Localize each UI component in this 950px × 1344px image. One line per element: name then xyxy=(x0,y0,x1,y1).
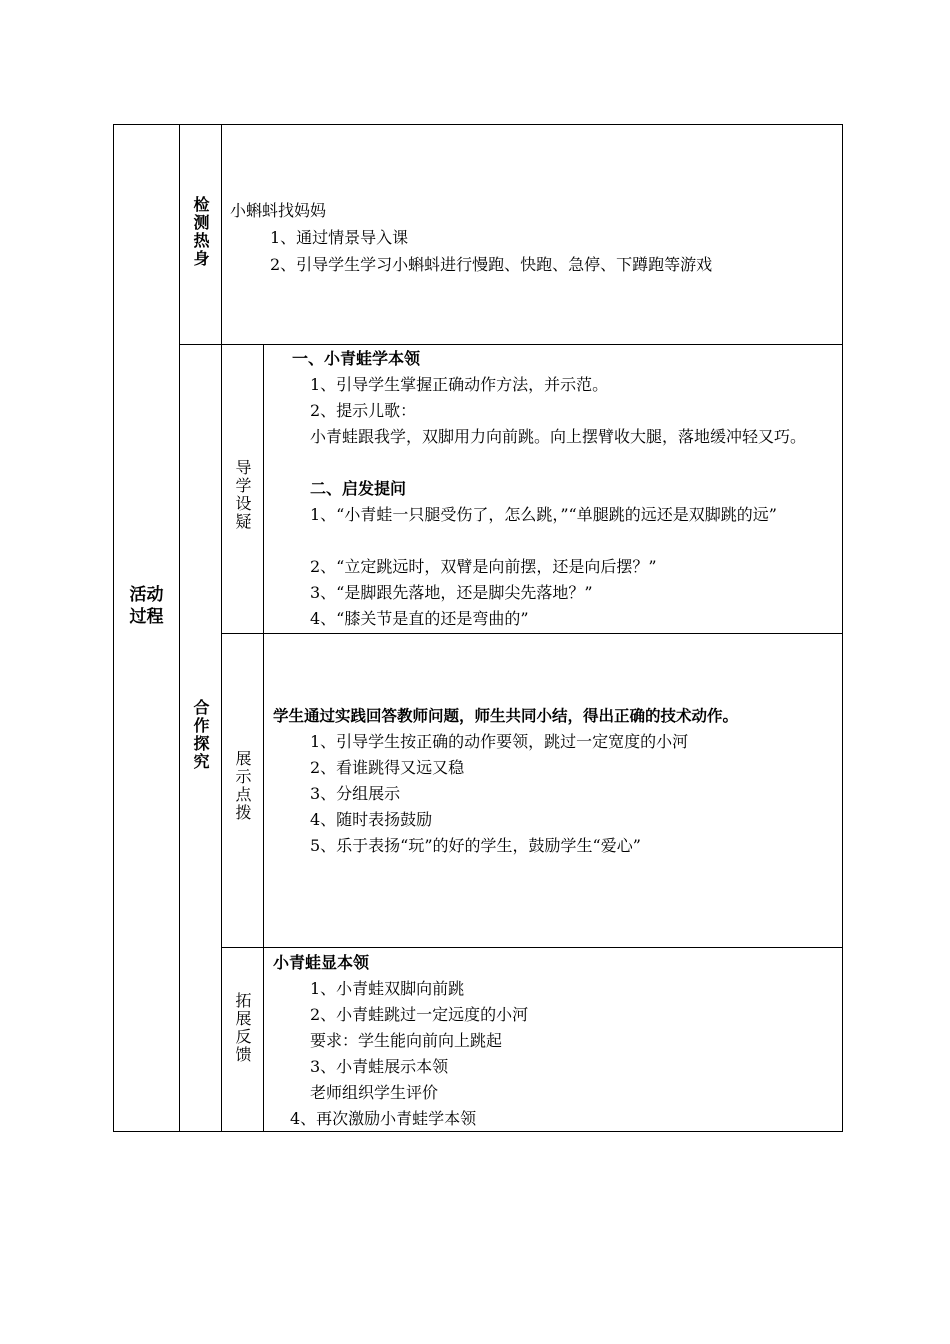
sub-label-demonstration: 展示点拨 xyxy=(233,750,252,822)
question-item: 3、“是脚跟先落地，还是脚尖先落地？” xyxy=(310,583,593,602)
extension-line: 1、小青蛙双脚向前跳 xyxy=(310,979,465,998)
warmup-title: 小蝌蚪找妈妈 xyxy=(230,201,327,220)
inquiry-line: 2、提示儿歌： xyxy=(310,401,417,420)
table-border-left xyxy=(113,124,114,1132)
question-item: 4、“膝关节是直的还是弯曲的” xyxy=(310,609,529,628)
question-item: 1、“小青蛙一只腿受伤了，怎么跳，”“单腿跳的远还是双脚跳的远” xyxy=(310,505,777,524)
warmup-line: 2、引导学生学习小蝌蚪进行慢跑、快跑、急停、下蹲跑等游戏 xyxy=(270,255,713,274)
demonstration-line: 5、乐于表扬“玩”的好的学生，鼓励学生“爱心” xyxy=(310,836,641,855)
question-item: 2、“立定跳远时，双臂是向前摆，还是向后摆？” xyxy=(310,557,657,576)
extension-line: 2、小青蛙跳过一定远度的小河 xyxy=(310,1005,529,1024)
extension-line: 4、再次激励小青蛙学本领 xyxy=(290,1109,477,1128)
row-divider xyxy=(179,344,843,345)
column-divider xyxy=(221,124,222,345)
table-border-bottom xyxy=(113,1131,843,1132)
main-label-line: 过程 xyxy=(129,607,164,627)
extension-heading: 小青蛙显本领 xyxy=(273,953,370,972)
warmup-line: 1、通过情景导入课 xyxy=(270,228,409,247)
column-divider xyxy=(221,344,222,1132)
extension-line: 要求：学生能向前向上跳起 xyxy=(310,1031,503,1050)
extension-line: 老师组织学生评价 xyxy=(310,1083,439,1102)
demonstration-line: 1、引导学生按正确的动作要领，跳过一定宽度的小河 xyxy=(310,732,689,751)
row-divider xyxy=(221,947,843,948)
inquiry-heading: 二、启发提问 xyxy=(310,479,407,498)
table-border-top xyxy=(113,124,843,125)
main-label-line: 活动 xyxy=(129,585,164,605)
section-label-warmup: 检测热身 xyxy=(191,196,210,268)
row-divider xyxy=(221,633,843,634)
demonstration-line: 3、分组展示 xyxy=(310,784,401,803)
main-label xyxy=(114,584,179,628)
column-divider xyxy=(179,124,180,1132)
demonstration-line: 2、看谁跳得又远又稳 xyxy=(310,758,465,777)
rhyme-text: 小青蛙跟我学，双脚用力向前跳。向上摆臂收大腿，落地缓冲轻又巧。 xyxy=(310,427,807,446)
sub-label-extension-feedback: 拓展反馈 xyxy=(233,992,252,1064)
section-label-cooperation: 合作探究 xyxy=(191,699,210,771)
sub-label-guided-inquiry: 导学设疑 xyxy=(233,459,252,531)
inquiry-line: 1、引导学生掌握正确动作方法，并示范。 xyxy=(310,375,609,394)
extension-line: 3、小青蛙展示本领 xyxy=(310,1057,449,1076)
column-divider xyxy=(263,344,264,1132)
demonstration-heading: 学生通过实践回答教师问题，师生共同小结，得出正确的技术动作。 xyxy=(273,707,739,725)
demonstration-line: 4、随时表扬鼓励 xyxy=(310,810,433,829)
inquiry-heading: 一、小青蛙学本领 xyxy=(292,349,421,368)
table-border-right xyxy=(842,124,843,1132)
